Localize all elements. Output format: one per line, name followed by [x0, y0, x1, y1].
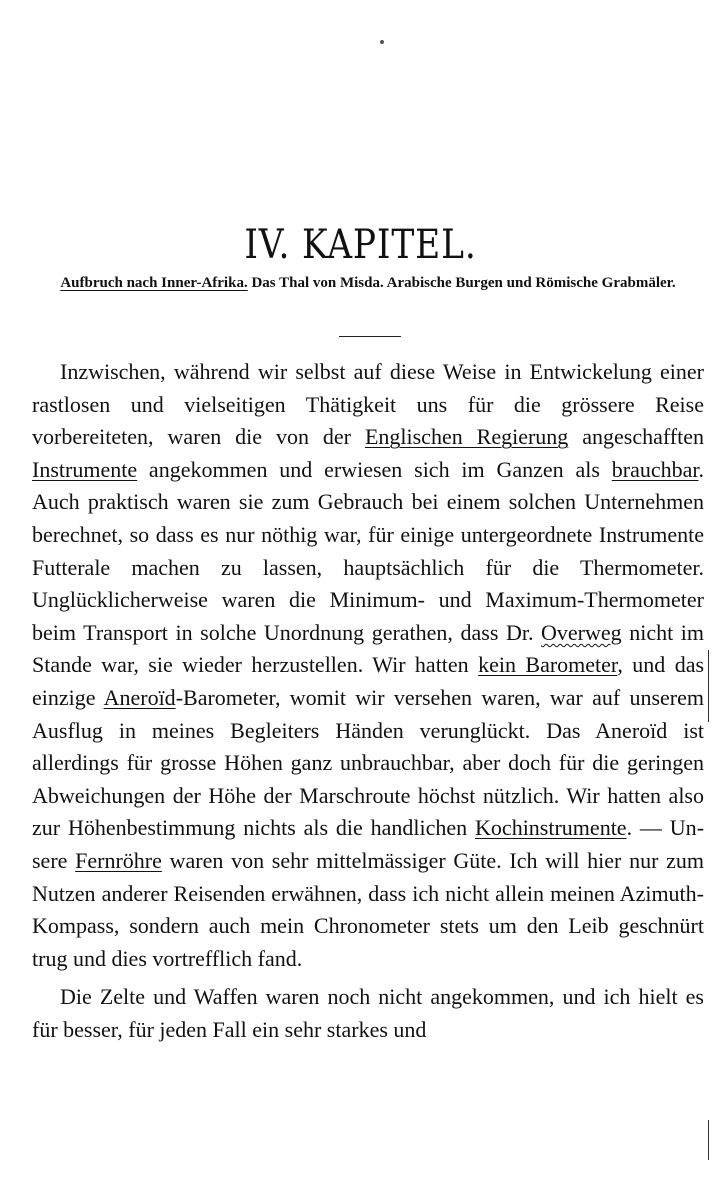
summary-part-1: Aufbruch nach Inner-Afrika.	[60, 275, 248, 291]
underlined-text: Kochinstrumente	[475, 815, 627, 841]
text-run: waren von sehr mittelmässiger Güte. Ich will hier nur zum Nutzen anderer Reisenden erwähnen, dass ich nicht allein meinen Azimuth-Kompass, sondern auch mein Chronometer stets um den Leib geschnürt trug und dies vortrefflich fand.	[32, 847, 704, 971]
paragraph	[32, 356, 704, 975]
margin-mark-lower	[708, 1120, 709, 1160]
speck-mark	[380, 40, 384, 44]
text-run: Die Zelte und Waffen waren noch nicht angekommen, und ich hielt es für besser, für jeden Fall ein sehr starkes und	[32, 984, 704, 1042]
summary-part-2: Das Thal von Misda. Arabische Burgen und Römische Grabmäler.	[247, 275, 676, 291]
title-divider	[339, 336, 401, 337]
text-run: nicht im Stande war, sie wieder herzustellen. Wir hatten	[32, 619, 704, 678]
text-run: Inzwischen, während wir selbst auf diese Weise in Entwickelung einer rastlosen und vielseitigen Thätigkeit uns für die grössere Reise vorbereiteten, waren die von der	[32, 359, 704, 450]
wavy-underlined-text: Overweg	[541, 619, 622, 645]
underlined-text: Aneroïd	[103, 684, 176, 710]
text-run: -Barometer, womit wir versehen waren, war auf unserem Ausflug in meines Begleiters Händen verunglückt. Das Aneroïd ist allerdings für grosse Höhen ganz unbrauchbar, aber doch für die geringen Abweichungen der Höhe der Marschroute höchst nützlich. Wir hatten also zur Höhenbestimmung nichts als die handlichen	[32, 684, 704, 841]
paragraph	[32, 981, 704, 1046]
text-run: . — Unsere	[32, 815, 705, 873]
text-run: , und das einzige	[32, 652, 705, 710]
underlined-text: kein Barometer	[478, 652, 618, 678]
text-run: . Auch praktisch waren sie zum Gebrauch bei einem solchen Unternehmen berechnet, so dass es nur nöthig war, für einige untergeordnete Instrumente Futterale machen zu lassen, hauptsächlich für die Thermometer. Unglücklicherweise waren die Minimum- und Maximum-Thermometer beim Transport in solche Unordnung gerathen, dass Dr.	[32, 456, 704, 645]
chapter-summary	[32, 272, 704, 294]
underlined-text: brauchbar	[611, 456, 699, 482]
underlined-text: Instrumente	[32, 456, 138, 482]
chapter-title: IV. KAPITEL.	[244, 222, 477, 268]
text-run: angeschafften	[568, 424, 704, 450]
margin-mark	[708, 650, 709, 722]
underlined-text: Englischen Regierung	[364, 424, 569, 450]
text-run: angekommen und erwiesen sich im Ganzen als	[137, 456, 612, 482]
underlined-text: Fernröhre	[75, 847, 162, 873]
body-text	[32, 356, 704, 1046]
